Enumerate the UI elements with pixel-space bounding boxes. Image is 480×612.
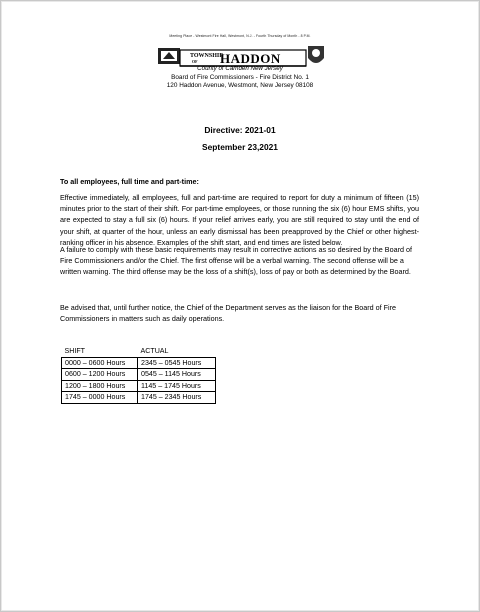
logo-main-text: HADDON [220,51,281,66]
shift-table [61,346,216,404]
board-name: Board of Fire Commissioners - Fire District No. 1 [171,74,309,81]
column-header-shift: SHIFT [62,346,138,357]
right-emblem-icon [308,46,324,63]
actual-cell: 2345 – 0545 Hours [138,357,216,369]
actual-cell: 0545 – 1145 Hours [138,369,216,381]
directive-date: September 23,2021 [202,142,278,152]
shift-cell: 1200 – 1800 Hours [62,380,138,392]
directive-title: Directive: 2021-01 [204,125,276,135]
table-row [62,357,216,369]
board-address [0,74,480,90]
left-emblem-icon [158,48,180,64]
paragraph-discipline: A failure to comply with these basic requirements may result in corrective actions as so desired by the Board of Fire Commissioners and/or the Chief. The first offense will be a verbal warning. The second offense will be a written warning. The third offense may be the loss of a shift(s), loss of pay or both as determined by the Board. [60,245,412,277]
actual-cell: 1145 – 1745 Hours [138,380,216,392]
shift-cell: 0600 – 1200 Hours [62,369,138,381]
actual-cell: 1745 – 2345 Hours [138,392,216,404]
shift-cell: 1745 – 0000 Hours [62,392,138,404]
table-row [62,369,216,381]
meeting-place-line: Meeting Place - Westmont Fire Hall, Westmont, N.J. - Fourth Thursday of Month - 8 P.M. [169,34,311,38]
column-header-actual: ACTUAL [138,346,216,357]
county-line: County of Camden New Jersey [197,65,283,72]
paragraph-reporting: Effective immediately, all employees, full and part-time are required to report for duty a minimum of fifteen (15) minutes prior to the start of their shift. For part-time employees, or those running the six (6) hour EMS shifts, you are expected to stay a full six (6) hours. If your relief arrives early, you are still required to stay until the end of your shift, at quarter of the hour, unless an early dismissal has been preapproved by the Chief or other highest-ranking officer in his absence. Examples of the shift start, and end times are listed below. [60,193,419,247]
paragraph-liaison: Be advised that, until further notice, the Chief of the Department serves as the liaison for the Board of Fire Commissioners in matters such as daily operations. [60,303,396,324]
salutation: To all employees, full time and part-time: [60,177,199,186]
logo-small-text: OF [192,59,198,64]
table-row [62,392,216,404]
board-address-line: 120 Haddon Avenue, Westmont, New Jersey 08108 [166,82,314,89]
shift-cell: 0000 – 0600 Hours [62,357,138,369]
table-row [62,380,216,392]
table-header-row [62,346,216,357]
logo-top-text: TOWNSHIP [190,53,223,59]
